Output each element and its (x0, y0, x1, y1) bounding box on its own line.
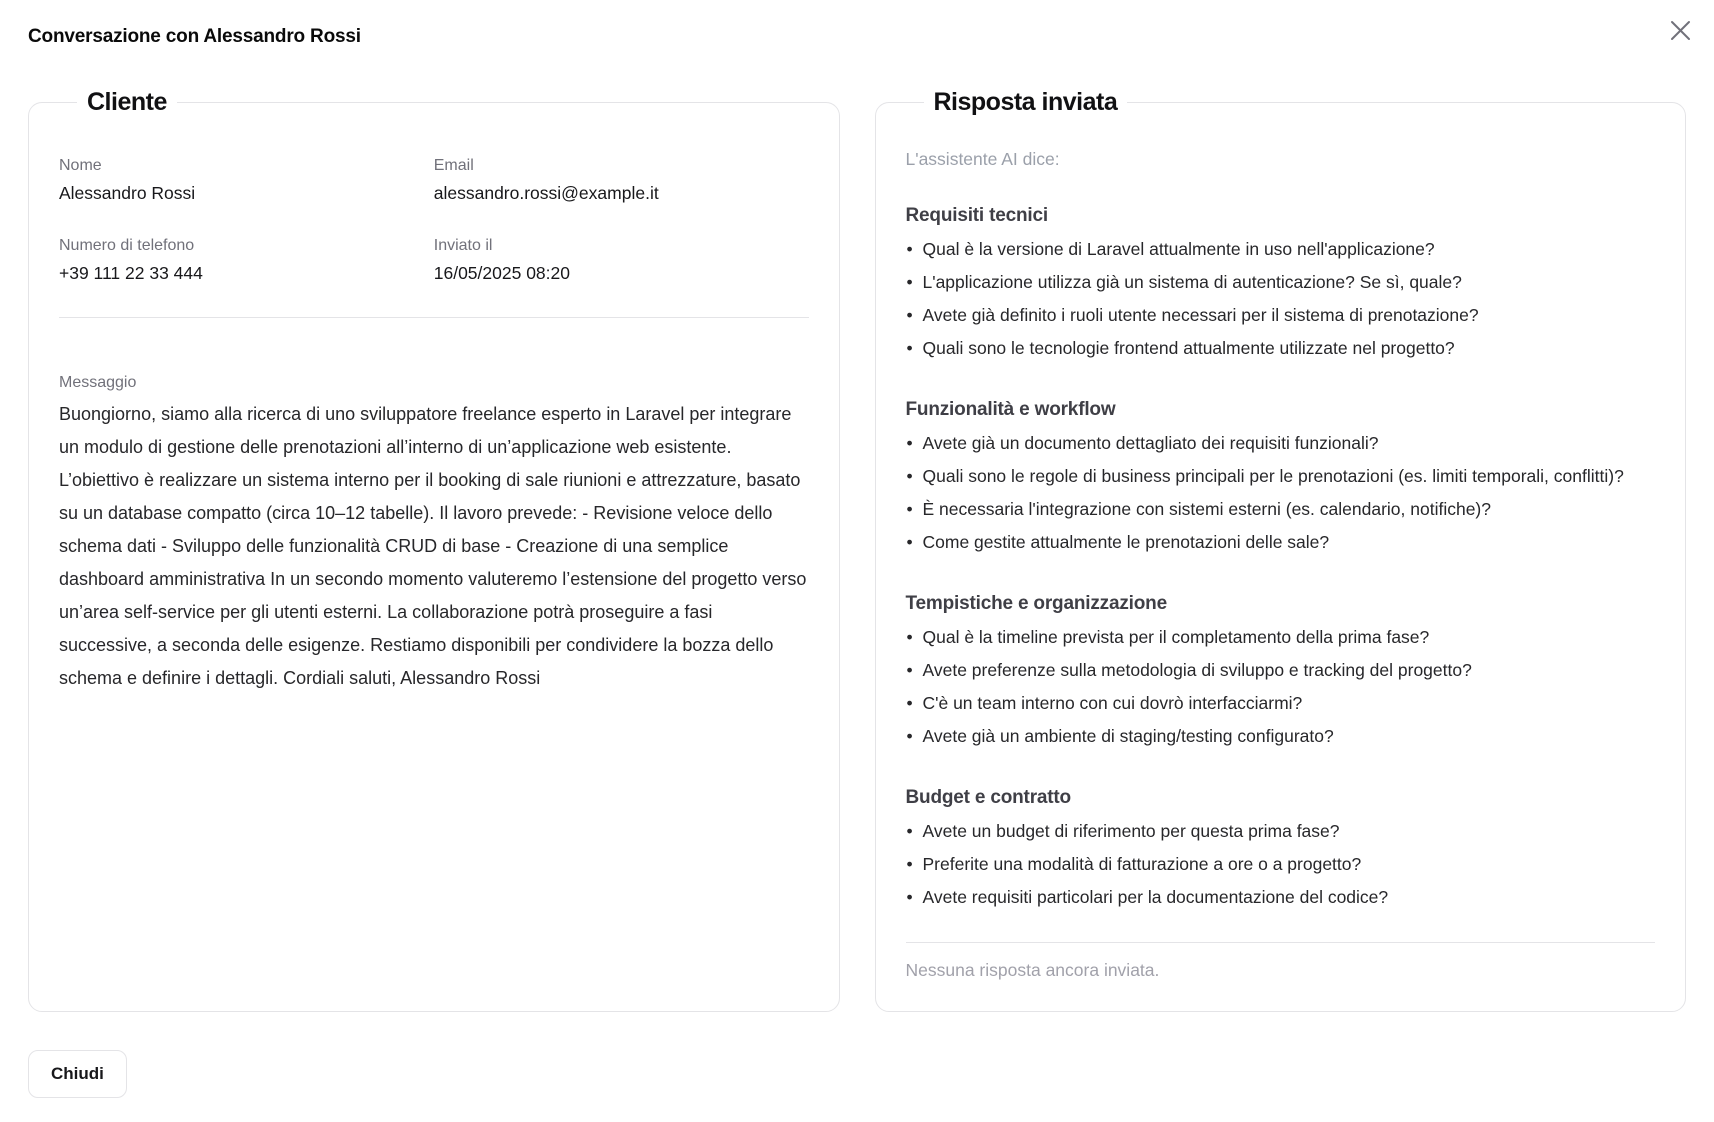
question-list (906, 815, 1656, 914)
field-label: Numero di telefono (59, 237, 195, 254)
question-item: • Quali sono le tecnologie frontend attualmente utilizzate nel progetto? (906, 332, 1656, 365)
question-list (906, 621, 1656, 753)
message-label: Messaggio (59, 374, 137, 391)
close-icon (1670, 20, 1691, 41)
question-section (906, 396, 1656, 559)
field-label: Email (433, 157, 474, 174)
close-button[interactable] (1660, 10, 1700, 50)
question-section (906, 202, 1656, 365)
question-item: • L'applicazione utilizza già un sistema di autenticazione? Se sì, quale? (906, 266, 1656, 299)
modal-title: Conversazione con Alessandro Rossi (28, 26, 361, 47)
question-section-title: Requisiti tecnici (905, 205, 1048, 226)
question-list (906, 233, 1656, 365)
question-item: • Avete requisiti particolari per la documentazione del codice? (906, 881, 1656, 914)
message-text: Buongiorno, siamo alla ricerca di uno sviluppatore freelance esperto in Laravel per integrare un modulo di gestione delle prenotazioni all’interno di un’applicazione web esistente. L’obiettivo è realizzare un sistema interno per il booking di sale riunioni e attrezzature, basato su un database compatto (circa 10–12 tabelle). Il lavoro prevede: - Revisione veloce dello schema dati - Sviluppo delle funzionalità CRUD di base - Creazione di una semplice dashboard amministrativa In un secondo momento valuteremo l’estensione del progetto verso un’area self-service per gli utenti esterni. La collaborazione potrà proseguire a fasi successive, a seconda delle esigenze. Restiamo disponibili per condividere la bozza dello schema e definire i dettagli. Cordiali saluti, Alessandro Rossi (59, 404, 807, 688)
question-section-title: Budget e contratto (905, 787, 1071, 808)
field-value: +39 111 22 33 444 (59, 263, 203, 283)
question-section (906, 590, 1656, 753)
question-item: • Avete già un ambiente di staging/testing configurato? (906, 720, 1656, 753)
field-value: Alessandro Rossi (59, 183, 196, 203)
field-inviato-il (434, 235, 809, 285)
field-telefono (59, 235, 434, 285)
field-label: Nome (59, 157, 102, 174)
question-item: • Qual è la versione di Laravel attualmente in uso nell'applicazione? (906, 233, 1656, 266)
client-divider (59, 317, 809, 318)
client-fields (59, 155, 809, 285)
question-item: • Avete un budget di riferimento per questa prima fase? (906, 815, 1656, 848)
response-status: Nessuna risposta ancora inviata. (905, 960, 1160, 980)
modal-body (28, 88, 1686, 1012)
question-item: • È necessaria l'integrazione con sistemi esterni (es. calendario, notifiche)? (906, 493, 1656, 526)
question-list (906, 427, 1656, 559)
close-modal-button[interactable]: Chiudi (28, 1050, 127, 1098)
question-section-title: Funzionalità e workflow (905, 399, 1116, 420)
question-item: • Qual è la timeline prevista per il completamento della prima fase? (906, 621, 1656, 654)
field-nome (59, 155, 434, 205)
question-item: • Avete già definito i ruoli utente necessari per il sistema di prenotazione? (906, 299, 1656, 332)
modal-footer (28, 1050, 1686, 1098)
question-item: • Avete già un documento dettagliato dei requisiti funzionali? (906, 427, 1656, 460)
question-item: • C'è un team interno con cui dovrò interfacciarmi? (906, 687, 1656, 720)
field-value: alessandro.rossi@example.it (433, 183, 659, 203)
question-section-title: Tempistiche e organizzazione (905, 593, 1167, 614)
question-item: • Quali sono le regole di business principali per le prenotazioni (es. limiti temporali, conflitti)? (906, 460, 1656, 493)
client-card-title: Cliente (87, 88, 167, 116)
question-item: • Come gestite attualmente le prenotazioni delle sale? (906, 526, 1656, 559)
question-section (906, 784, 1656, 914)
assistant-intro: L'assistente AI dice: (905, 149, 1060, 169)
status-divider (906, 942, 1656, 943)
question-item: • Preferite una modalità di fatturazione a ore o a progetto? (906, 848, 1656, 881)
field-label: Inviato il (433, 237, 493, 254)
field-value: 16/05/2025 08:20 (433, 263, 570, 283)
response-card (875, 88, 1687, 1012)
field-email (434, 155, 809, 205)
question-item: • Avete preferenze sulla metodologia di sviluppo e tracking del progetto? (906, 654, 1656, 687)
client-card (28, 88, 840, 1012)
response-card-title: Risposta inviata (933, 88, 1118, 116)
